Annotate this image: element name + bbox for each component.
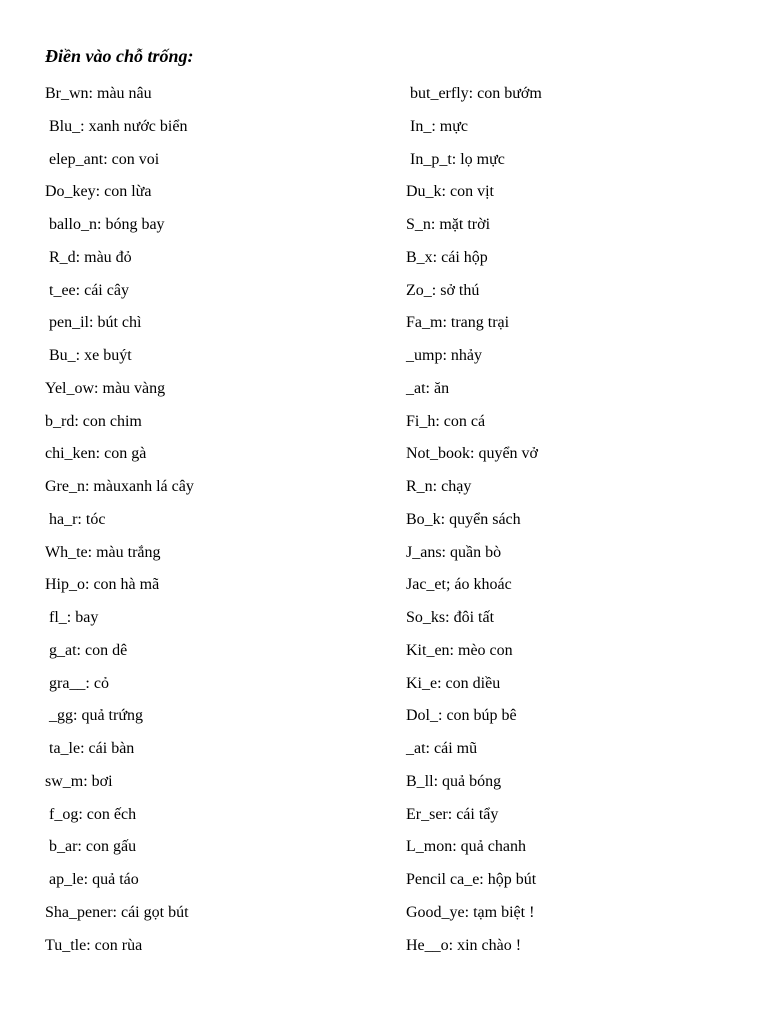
exercise-item: L_mon: quả chanh [406, 838, 526, 856]
exercise-item: Sha_pener: cái gọt bút [45, 903, 189, 921]
exercise-item: Tu_tle: con rùa [45, 936, 143, 954]
exercise-item: Br_wn: màu nâu [45, 85, 152, 102]
exercise-item: b_rd: con chim [45, 412, 142, 430]
exercise-item: Good_ye: tạm biệt ! [406, 903, 535, 921]
exercise-item: t_ee: cái cây [45, 281, 129, 299]
exercise-item: Dol_: con búp bê [406, 707, 517, 725]
exercise-item: Hip_o: con hà mã [45, 576, 160, 594]
exercise-item: B_ll: quả bóng [406, 772, 502, 790]
exercise-item: f_og: con ếch [45, 805, 137, 823]
exercise-item: ap_le: quả táo [45, 871, 139, 888]
exercise-item: ballo_n: bóng bay [45, 216, 165, 233]
exercise-item: Do_key: con lừa [45, 183, 152, 201]
left-column [45, 78, 194, 962]
exercise-item: _at: cái mũ [406, 740, 478, 757]
exercise-item: fl_: bay [45, 609, 99, 626]
exercise-item: R_d: màu đỏ [45, 248, 132, 266]
exercise-item: Yel_ow: màu vàng [45, 379, 166, 397]
exercise-item: He__o: xin chào ! [406, 936, 522, 954]
exercise-item: b_ar: con gấu [45, 838, 137, 856]
exercise-item: Not_book: quyển vở [406, 445, 539, 463]
exercise-item: R_n: chạy [406, 478, 472, 495]
exercise-item: Blu_: xanh nước biển [45, 117, 188, 135]
exercise-item: _gg: quả trứng [45, 707, 143, 725]
exercise-item: In_p_t: lọ mực [406, 150, 505, 168]
exercise-item: gra__: cỏ [45, 674, 109, 692]
exercise-item: pen_il: bút chì [45, 314, 142, 332]
right-column [406, 78, 542, 962]
worksheet-title: Điền vào chỗ trống: [45, 46, 194, 66]
exercise-item: Ki_e: con diều [406, 674, 501, 692]
exercise-item: Kit_en: mèo con [406, 641, 513, 659]
exercise-item: In_: mực [406, 117, 468, 135]
exercise-item: ha_r: tóc [45, 510, 106, 528]
exercise-item: So_ks: đôi tất [406, 609, 495, 626]
exercise-item: Wh_te: màu trắng [45, 543, 161, 561]
exercise-item: elep_ant: con voi [45, 150, 160, 168]
exercise-item: chi_ken: con gà [45, 445, 147, 463]
exercise-item: Du_k: con vịt [406, 183, 494, 201]
exercise-item: ta_le: cái bàn [45, 740, 135, 757]
exercise-item: Zo_: sở thú [406, 281, 480, 299]
exercise-item: Pencil ca_e: hộp bút [406, 871, 537, 888]
exercise-item: Er_ser: cái tẩy [406, 805, 499, 823]
exercise-item: Fa_m: trang trại [406, 314, 510, 332]
exercise-item: S_n: mặt trời [406, 216, 491, 233]
exercise-item: Bo_k: quyển sách [406, 510, 521, 528]
exercise-item: Jac_et; áo khoác [406, 576, 512, 594]
exercise-item: Fi_h: con cá [406, 412, 486, 430]
exercise-item: Gre_n: màuxanh lá cây [45, 478, 194, 495]
exercise-item: _ump: nhảy [406, 347, 482, 364]
exercise-item: but_erfly: con bướm [406, 85, 542, 102]
exercise-item: _at: ăn [406, 379, 450, 397]
exercise-item: J_ans: quần bò [406, 543, 502, 561]
exercise-item: B_x: cái hộp [406, 248, 488, 266]
exercise-item: g_at: con dê [45, 641, 128, 659]
exercise-item: Bu_: xe buýt [45, 347, 132, 364]
exercise-item: sw_m: bơi [45, 772, 113, 790]
